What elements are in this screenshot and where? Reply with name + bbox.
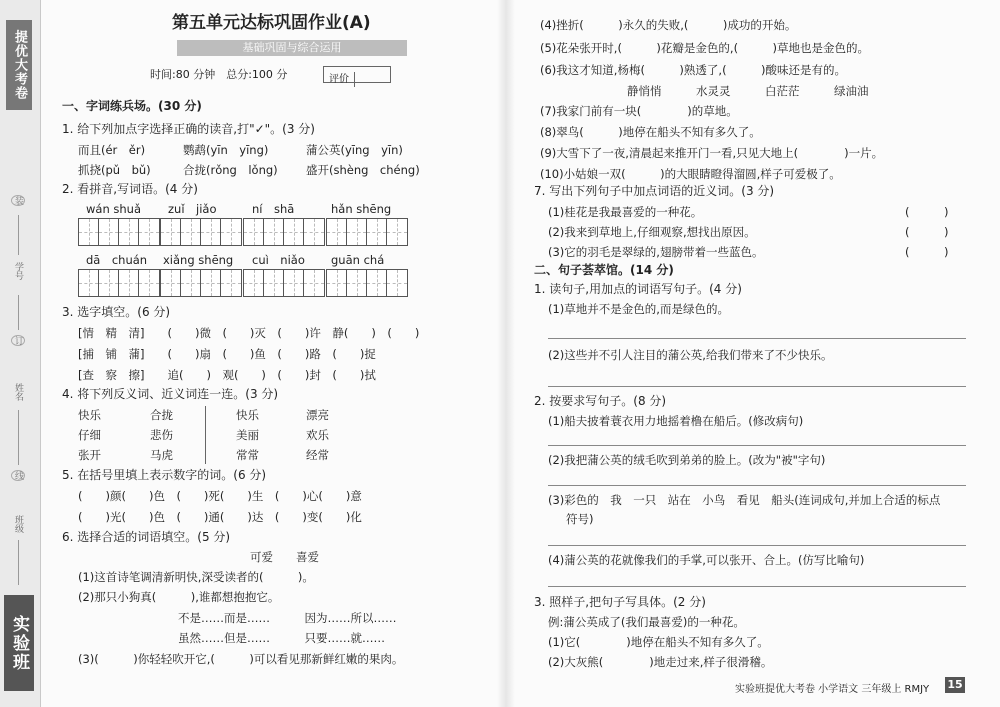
- q4-divider: [205, 406, 206, 464]
- student-name-label: 姓名: [13, 383, 23, 401]
- binding-strip: [0, 0, 41, 707]
- q6-item-1[interactable]: (1)这首诗笔调清新明快,深受读者的( )。: [78, 570, 314, 584]
- q2-pinyin-5: dā chuán: [86, 253, 148, 267]
- brand-logo-top: 提优大考卷: [6, 20, 32, 110]
- answer-line-6[interactable]: [548, 586, 966, 587]
- section-1-heading: 一、字词练兵场。(30 分): [62, 99, 202, 113]
- q1-option-1[interactable]: 而且(ér ěr): [78, 143, 146, 157]
- answer-line-2[interactable]: [548, 386, 966, 387]
- answer-line-3[interactable]: [548, 445, 966, 446]
- q3-row-3[interactable]: [查 察 擦] 追( ) 观( ) ( )封 ( )拭: [78, 368, 376, 382]
- q3-row-1[interactable]: [情 精 清] ( )微 ( )灭 ( )许 静( ) ( ): [78, 326, 420, 340]
- q2-pinyin-8: guān chá: [331, 253, 385, 267]
- class-label: 班级: [13, 515, 23, 533]
- sentence-q2: 2. 按要求写句子。(8 分): [534, 394, 667, 408]
- q4-left-match-2[interactable]: 悲伤: [150, 428, 173, 442]
- cut-mark-1: 装: [13, 196, 23, 205]
- page-title: 第五单元达标巩固作业(A): [172, 13, 371, 33]
- sentence-q2-item-2: (2)我把蒲公英的绒毛吹到弟弟的脸上。(改为"被"字句): [548, 453, 826, 467]
- page-fold: [497, 0, 515, 707]
- fill-word-choices: 静悄悄 水灵灵 白茫茫 绿油油: [627, 84, 869, 98]
- q4-left-match-1[interactable]: 合拢: [150, 408, 173, 422]
- q7-item-2: (2)我来到草地上,仔细观察,想找出原因。: [548, 225, 756, 239]
- q1-option-4[interactable]: 抓挠(pǔ bǔ): [78, 163, 151, 177]
- q2-answer-grid-4[interactable]: [326, 218, 408, 246]
- q6-item-3[interactable]: (3)( )你轻轻吹开它,( )可以看见那新鲜红嫩的果肉。: [78, 652, 404, 666]
- q5-row-1[interactable]: ( )颜( )色 ( )死( )生 ( )心( )意: [78, 489, 362, 503]
- side-line-1: [18, 215, 19, 255]
- q2-answer-grid-2[interactable]: [160, 218, 242, 246]
- q4-left-match-3[interactable]: 马虎: [150, 448, 173, 462]
- fill-item-5[interactable]: (5)花朵张开时,( )花瓣是金色的,( )草地也是金色的。: [540, 41, 870, 55]
- q7-blank-3[interactable]: ( ): [905, 245, 949, 259]
- question-1: 1. 给下列加点字选择正确的读音,打"✓"。(3 分): [62, 122, 315, 136]
- q6-conjunctions-2: 虽然……但是…… 只要……就……: [178, 631, 385, 645]
- q2-pinyin-6: xiǎng shēng: [163, 253, 234, 267]
- cut-mark-2: 订: [13, 336, 23, 345]
- sentence-q1: 1. 读句子,用加点的词语写句子。(4 分): [534, 282, 742, 296]
- sentence-q3: 3. 照样子,把句子写具体。(2 分): [534, 595, 706, 609]
- side-line-3: [18, 410, 19, 465]
- q2-answer-grid-3[interactable]: [243, 218, 325, 246]
- answer-line-4[interactable]: [548, 485, 966, 486]
- sentence-q2-item-3b: 符号): [566, 512, 594, 526]
- fill-item-10[interactable]: (10)小姑娘一双( )的大眼睛瞪得溜圆,样子可爱极了。: [540, 167, 841, 181]
- student-id-label: 学号: [13, 262, 23, 280]
- sentence-q3-example: 例:蒲公英成了(我们最喜爱)的一种花。: [548, 615, 745, 629]
- question-7: 7. 写出下列句子中加点词语的近义词。(3 分): [534, 184, 775, 198]
- q2-pinyin-1: wán shuǎ: [86, 202, 142, 216]
- question-3: 3. 选字填空。(6 分): [62, 305, 171, 319]
- fill-item-6[interactable]: (6)我这才知道,杨梅( )熟透了,( )酸味还是有的。: [540, 63, 847, 77]
- sentence-q2-item-3a: (3)彩色的 我 一只 站在 小鸟 看见 船头(连词成句,并加上合适的标点: [548, 493, 941, 507]
- sentence-q3-item-1[interactable]: (1)它( )地停在船头不知有多久了。: [548, 635, 769, 649]
- cut-mark-3: 线: [13, 471, 23, 480]
- q7-blank-2[interactable]: ( ): [905, 225, 949, 239]
- q2-answer-grid-8[interactable]: [326, 269, 408, 297]
- question-2: 2. 看拼音,写词语。(4 分): [62, 182, 198, 196]
- answer-line-1[interactable]: [548, 338, 966, 339]
- q2-pinyin-2: zuǐ jiǎo: [168, 202, 217, 216]
- answer-line-5[interactable]: [548, 545, 966, 546]
- q4-right-match-2[interactable]: 欢乐: [306, 428, 329, 442]
- q4-right-match-3[interactable]: 经常: [306, 448, 329, 462]
- q2-pinyin-3: ní shā: [252, 202, 295, 216]
- q4-left-2[interactable]: 仔细: [78, 428, 101, 442]
- subtitle-banner: 基础巩固与综合运用: [177, 40, 407, 56]
- q7-item-1: (1)桂花是我最喜爱的一种花。: [548, 205, 703, 219]
- q4-right-2[interactable]: 美丽: [236, 428, 259, 442]
- sentence-q1-item-2: (2)这些并不引人注目的蒲公英,给我们带来了不少快乐。: [548, 348, 833, 362]
- q1-option-2[interactable]: 鹦鹉(yīn yīng): [183, 143, 269, 157]
- q4-right-match-1[interactable]: 漂亮: [306, 408, 329, 422]
- q7-blank-1[interactable]: ( ): [905, 205, 949, 219]
- question-4: 4. 将下列反义词、近义词连一连。(3 分): [62, 387, 279, 401]
- q2-pinyin-4: hǎn shēng: [331, 202, 392, 216]
- q6-conjunctions-1: 不是……而是…… 因为……所以……: [178, 611, 397, 625]
- q1-option-3[interactable]: 蒲公英(yīng yīn): [306, 143, 403, 157]
- fill-item-8[interactable]: (8)翠鸟( )地停在船头不知有多久了。: [540, 125, 761, 139]
- evaluation-label: 评价: [324, 72, 355, 87]
- q2-answer-grid-1[interactable]: [78, 218, 160, 246]
- question-5: 5. 在括号里填上表示数字的词。(6 分): [62, 468, 267, 482]
- q4-right-1[interactable]: 快乐: [236, 408, 259, 422]
- page-number: 15: [945, 677, 965, 693]
- q4-left-3[interactable]: 张开: [78, 448, 101, 462]
- q1-option-5[interactable]: 合拢(rǒng lǒng): [183, 163, 278, 177]
- q6-item-2[interactable]: (2)那只小狗真( ),谁都想抱抱它。: [78, 590, 280, 604]
- q2-answer-grid-6[interactable]: [160, 269, 242, 297]
- q7-item-3: (3)它的羽毛是翠绿的,翅膀带着一些蓝色。: [548, 245, 764, 259]
- q2-pinyin-7: cuì niǎo: [252, 253, 305, 267]
- fill-item-9[interactable]: (9)大雪下了一夜,清晨起来推开门一看,只见大地上( )一片。: [540, 146, 884, 160]
- brand-logo-bottom: 实验班: [4, 595, 34, 691]
- q5-row-2[interactable]: ( )光( )色 ( )通( )达 ( )变( )化: [78, 510, 362, 524]
- q2-answer-grid-5[interactable]: [78, 269, 160, 297]
- fill-item-7[interactable]: (7)我家门前有一块( )的草地。: [540, 104, 738, 118]
- q3-row-2[interactable]: [捕 铺 蒲] ( )扇 ( )鱼 ( )路 ( )捉: [78, 347, 376, 361]
- footer-text: 实验班提优大考卷 小学语文 三年级上 RMJY: [735, 684, 930, 695]
- fill-item-4[interactable]: (4)挫折( )永久的失败,( )成功的开始。: [540, 18, 797, 32]
- side-line-2: [18, 295, 19, 330]
- q4-right-3[interactable]: 常常: [236, 448, 259, 462]
- time-score-info: 时间:80 分钟 总分:100 分: [150, 68, 288, 81]
- q2-answer-grid-7[interactable]: [243, 269, 325, 297]
- q6-word-choices: 可爱 喜爱: [250, 550, 319, 564]
- q4-left-1[interactable]: 快乐: [78, 408, 101, 422]
- section-2-heading: 二、句子荟萃馆。(14 分): [534, 263, 674, 277]
- q1-option-6[interactable]: 盛开(shèng chéng): [306, 163, 420, 177]
- question-6: 6. 选择合适的词语填空。(5 分): [62, 530, 231, 544]
- evaluation-box[interactable]: [323, 66, 391, 83]
- side-line-4: [18, 540, 19, 585]
- sentence-q3-item-2[interactable]: (2)大灰熊( )地走过来,样子很滑稽。: [548, 655, 773, 669]
- sentence-q1-item-1: (1)草地并不是金色的,而是绿色的。: [548, 302, 729, 316]
- sentence-q2-item-1: (1)船夫披着蓑衣用力地摇着橹在船后。(修改病句): [548, 414, 804, 428]
- sentence-q2-item-4: (4)蒲公英的花就像我们的手掌,可以张开、合上。(仿写比喻句): [548, 553, 865, 567]
